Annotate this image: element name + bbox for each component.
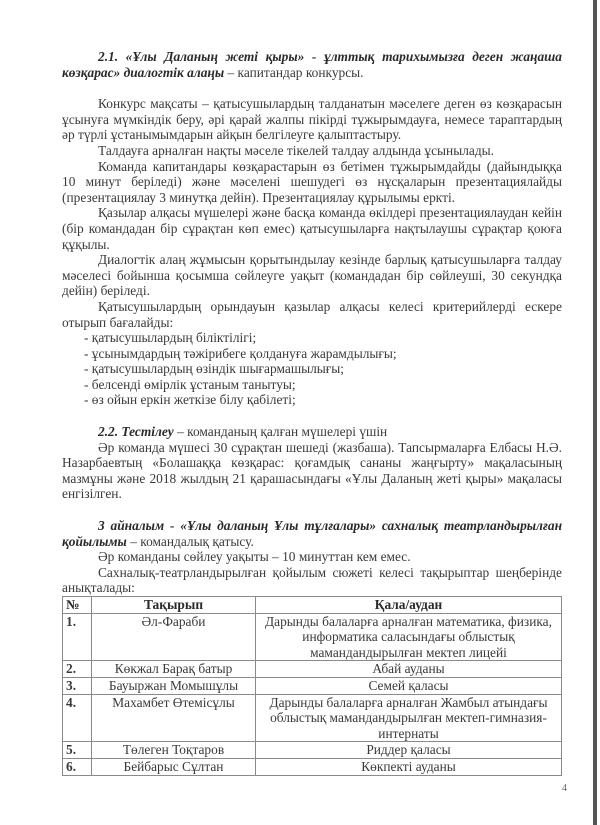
row-place: Көкпекті ауданы xyxy=(256,758,562,775)
paragraph: Әр команданы сөйлеу уақыты – 10 минуттан кем емес. xyxy=(98,549,411,565)
criteria-item: - қатысушылардың біліктілігі; xyxy=(84,330,257,346)
row-number: 5. xyxy=(63,742,92,759)
section-2-2-title: 2.2. Тестілеу xyxy=(98,424,174,440)
table-header-row xyxy=(63,597,562,614)
row-topic: Бауыржан Момышұлы xyxy=(92,677,256,694)
column-header-place: Қала/аудан xyxy=(256,597,562,614)
row-number: 1. xyxy=(63,613,92,661)
paragraph: Сахналық-театрландырылған қойылым сюжеті келесі тақырыптар шеңберінде анықталады: xyxy=(62,564,562,596)
column-header-topic: Тақырып xyxy=(92,597,256,614)
section-3-title: 3 айналым - «Ұлы даланың Ұлы тұлғалары» сахналық театрландырылған қойылымы xyxy=(62,518,562,549)
row-topic: Әл-Фараби xyxy=(92,613,256,661)
paragraph: Диалогтік алаң жұмысын қорытындылау кезінде барлық қатысушыларға талдау мәселесі бойынша қосымша сөйлеуге уақыт (командадан бір сөйлеуші, 30 секундқа дейін) беріледі. xyxy=(62,252,562,299)
criteria-item: - белсенді өмірлік ұстаным танытуы; xyxy=(84,376,296,392)
row-topic: Бейбарыс Сұлтан xyxy=(92,758,256,775)
column-header-number: № xyxy=(63,597,92,614)
section-2-1-heading xyxy=(62,49,562,80)
paragraph: Конкурс мақсаты – қатысушылардың талданатын мәселеге деген өз көзқарасын ұсынуға мүмкіндік беру, әрі қарай жалпы пікірді тұжырымдауға, немесе тараптардың әр түрлі ұстанымымдарын айқын белгілеуге қалыптастыру. xyxy=(62,96,562,143)
row-place: Абай ауданы xyxy=(256,661,562,678)
row-topic: Махамбет Өтемісұлы xyxy=(92,694,256,742)
page-number: 4 xyxy=(562,783,567,794)
paragraph: Қатысушылардың орындауын қазылар алқасы келесі критерийлерді ескере отырып бағалайды: xyxy=(62,298,562,330)
paragraph: Қазылар алқасы мүшелері және басқа команда өкілдері презентациялаудан кейін (бір командадан бір сұрақтан көп емес) қатысушыларға нақтылаушы сұрақтар қоюға құқылы. xyxy=(62,205,562,252)
row-number: 6. xyxy=(63,758,92,775)
section-3-heading xyxy=(62,518,562,549)
scan-edge-shadow xyxy=(593,0,597,825)
row-number: 3. xyxy=(63,677,92,694)
criteria-list xyxy=(62,330,562,408)
section-2-1-title: 2.1. «Ұлы Даланың жеті қыры» - ұлттық тарихымызға деген жаңаша көзқарас» диалогтік алаңы xyxy=(62,49,562,80)
row-number: 2. xyxy=(63,661,92,678)
section-2-1-subtitle: – капитандар конкурсы. xyxy=(224,64,364,80)
table-row xyxy=(63,694,562,742)
criteria-item: - ұсынымдардың тәжірибеге қолдануға жарамдылығы; xyxy=(84,345,397,361)
row-place: Дарынды балаларға арналған Жамбыл атындағы облыстық мамандандырылған мектеп-гимназия-интернаты xyxy=(256,694,562,742)
row-number: 4. xyxy=(63,694,92,742)
table-row xyxy=(63,742,562,759)
table-row xyxy=(63,613,562,661)
paragraph: Команда капитандары көзқарастарын өз бетімен тұжырымдайды (дайындыққа 10 минут беріледі) және мәселені шешудегі өз нұсқаларын презентациялайды (презентациялау 3 минутқа дейін). Презентациялау құрылымы еркті. xyxy=(62,158,562,205)
row-place: Дарынды балаларға арналған математика, физика, информатика саласындағы облыстық мамандандырылған мектеп лицейі xyxy=(256,613,562,661)
document-page xyxy=(62,49,562,776)
row-place: Семей қаласы xyxy=(256,677,562,694)
paragraph: Әр команда мүшесі 30 сұрақтан шешеді (жазбаша). Тапсырмаларға Елбасы Н.Ә. Назарбаевтың «Болашаққа көзқарас: қоғамдық сананы жаңғырту» мақаласының мазмұны және 2018 жылдың 21 қарашасындағы «Ұлы Даланың жеті қыры» мақаласы енгізілген. xyxy=(62,439,562,502)
table-row xyxy=(63,661,562,678)
table-row xyxy=(63,758,562,775)
section-2-2-heading xyxy=(62,424,562,440)
row-topic: Төлеген Тоқтаров xyxy=(92,742,256,759)
section-2-2-subtitle: – команданың қалған мүшелері үшін xyxy=(173,424,388,440)
criteria-item: - қатысушылардың өзіндік шығармашылығы; xyxy=(84,361,345,377)
section-3-subtitle: – командалық қатысу. xyxy=(126,533,254,549)
row-place: Риддер қаласы xyxy=(256,742,562,759)
table-row xyxy=(63,677,562,694)
paragraph: Талдауға арналған нақты мәселе тікелей талдау алдында ұсынылады. xyxy=(98,142,495,158)
topics-table xyxy=(62,596,562,776)
row-topic: Көкжал Барақ батыр xyxy=(92,661,256,678)
criteria-item: - өз ойын еркін жеткізе білу қабілеті; xyxy=(84,392,296,408)
